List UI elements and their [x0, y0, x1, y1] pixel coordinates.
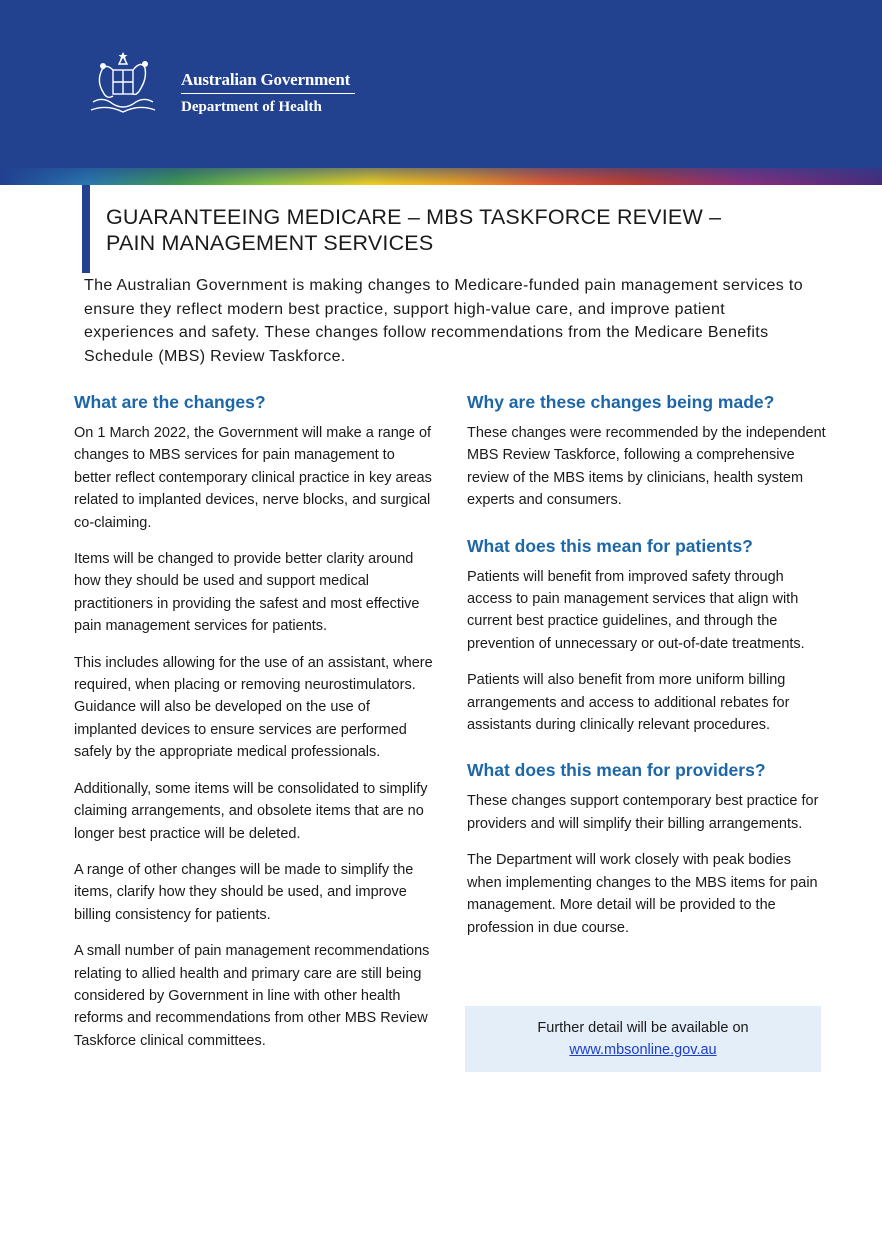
further-detail-callout [465, 1006, 821, 1072]
coat-of-arms-icon [83, 52, 163, 122]
right-column [467, 390, 827, 939]
paragraph: This includes allowing for the use of an assistant, where required, when placing or removing neurostimulators. Guidance will also be developed on the use of implanted devices to ensure services are performed safely by the appropriate medical professionals. [74, 654, 433, 761]
title-accent-bar [82, 185, 90, 273]
header-divider [181, 93, 355, 94]
paragraph: A range of other changes will be made to simplify the items, clarify how they should be used, and improve billing consistency for patients. [74, 861, 414, 923]
callout-text: Further detail will be available on [537, 1020, 749, 1036]
title-line-2: PAIN MANAGEMENT SERVICES [106, 231, 434, 255]
left-column [74, 390, 434, 1052]
paragraph: A small number of pain management recommendations relating to allied health and primary care are still being considered by Government in line with other health reforms and recommendations from other MBS Review Taskforce clinical committees. [74, 943, 430, 1049]
title-line-1: GUARANTEEING MEDICARE – MBS TASKFORCE REVIEW – [106, 205, 722, 229]
paragraph: These changes were recommended by the independent MBS Review Taskforce, following a comprehensive review of the MBS items by clinicians, health system experts and consumers. [467, 425, 826, 509]
department-name: Department of Health [181, 99, 322, 115]
paragraph: Patients will benefit from improved safety through access to pain management services that align with current best practice guidelines, and through the prevention of unnecessary or out-of-date treatments. [467, 568, 805, 652]
paragraph: Patients will also benefit from more uniform billing arrangements and access to additional rebates for assistants during clinically relevant procedures. [467, 672, 790, 734]
government-name: Australian Government [181, 70, 351, 89]
paragraph: The Department will work closely with peak bodies when implementing changes to the MBS items for pain management. More detail will be provided to the profession in due course. [467, 852, 818, 936]
intro-paragraph: The Australian Government is making changes to Medicare-funded pain management services to ensure they reflect modern best practice, support high-value care, and improve patient experiences and safety. These changes follow recommendations from the Medicare Benefits Schedule (MBS) Review Taskforce. [84, 277, 803, 365]
paragraph: Items will be changed to provide better clarity around how they should be used and support medical practitioners in providing the safest and most effective pain management services for patients. [74, 551, 420, 635]
section-heading-providers: What does this mean for providers? [467, 760, 766, 781]
colour-stripe [0, 168, 882, 185]
paragraph: These changes support contemporary best practice for providers and will simplify their billing arrangements. [467, 793, 819, 832]
section-heading-changes: What are the changes? [74, 392, 266, 412]
section-heading-why: Why are these changes being made? [467, 392, 775, 412]
paragraph: Additionally, some items will be consolidated to simplify claiming arrangements, and obsolete items that are no longer best practice will be deleted. [74, 780, 428, 842]
mbsonline-link[interactable]: www.mbsonline.gov.au [569, 1042, 717, 1058]
section-heading-patients: What does this mean for patients? [467, 535, 753, 556]
paragraph: On 1 March 2022, the Government will make a range of changes to MBS services for pain management to better reflect contemporary clinical practice in key areas related to implanted devices, nerve blocks, and surgical co-claiming. [74, 425, 432, 531]
page-title [106, 204, 826, 256]
header-banner [0, 0, 882, 170]
